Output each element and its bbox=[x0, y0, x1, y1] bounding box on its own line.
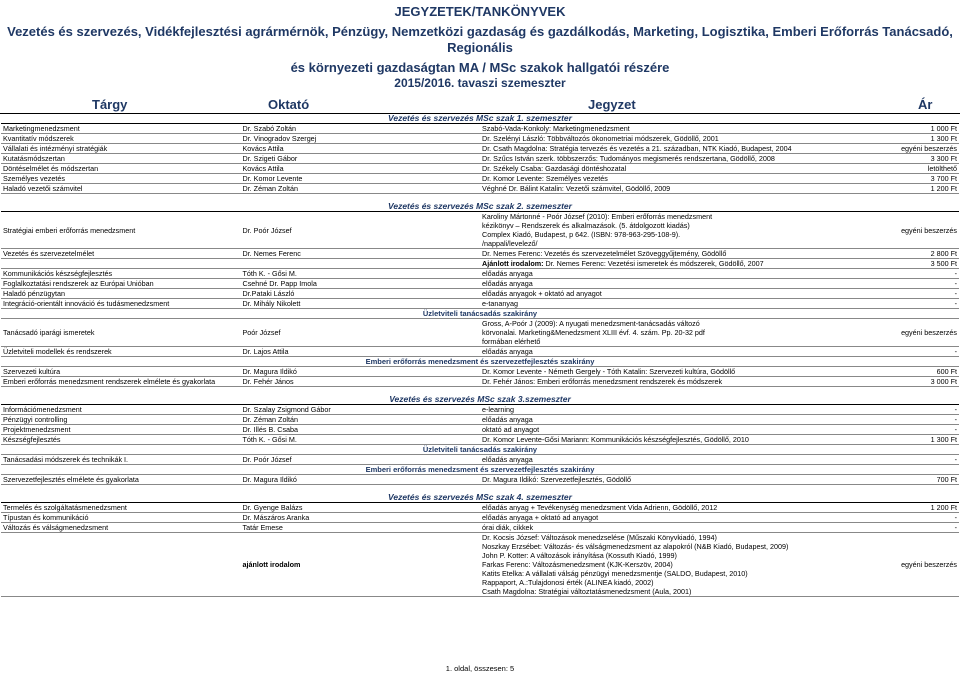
header-line-1: Vezetés és szervezés, Vidékfejlesztési agrármérnök, Pénzügy, Nemzetközi gazdaság és gazdálkodás, Marketing, Logisztika, Emberi Erőforrás Tanácsadó, Regionális bbox=[7, 24, 953, 55]
table-row: Haladó vezetői számvitel Dr. Zéman Zoltán Véghné Dr. Bálint Katalin: Vezetői számvitel, Gödöllő, 2009 1 200 Ft bbox=[3, 184, 957, 193]
table-row: Termelés és szolgáltatásmenedzsment Dr. Gyenge Balázs előadás anyag + Tevékenység menedzsment Vida Adrienn, Gödöllő, 2012 1 200 Ft bbox=[3, 503, 957, 512]
page-title: JEGYZETEK/TANKÖNYVEK bbox=[394, 4, 566, 19]
table-row: Kvantitatív módszerek Dr. Vinogradov Szergej Dr. Szelényi László: Többváltozós ökonometriai módszerek, Gödöllő, 2001 1 300 Ft bbox=[3, 134, 957, 143]
recommended-label: Ajánlott irodalom: bbox=[482, 259, 544, 268]
table-row: Foglalkoztatási rendszerek az Európai Unióban Csehné Dr. Papp Imola előadás anyaga - bbox=[3, 279, 957, 288]
table-row: Szervezetfejlesztés elmélete és gyakorlata Dr. Magura Ildikó Dr. Magura Ildikó: Szervezetfejlesztés, Gödöllő 700 Ft bbox=[3, 475, 957, 484]
table-row: Tanácsadási módszerek és technikák I. Dr. Poór József előadás anyaga - bbox=[3, 455, 957, 464]
subsection-header: Emberi erőforrás menedzsment és szervezetfejlesztés szakirány bbox=[1, 465, 959, 475]
table-row: Integráció-orientált innováció és tudásmenedzsment Dr. Mihály Nikolett e-tananyag - bbox=[3, 299, 957, 308]
reading-line: Rappaport, A.:Tulajdonosi érték (ALINEA kiadó, 2002) bbox=[482, 578, 654, 587]
section-header: Vezetés és szervezés MSc szak 1. szemeszter bbox=[1, 114, 959, 124]
table-row: Kutatásmódszertan Dr. Szigeti Gábor Dr. Szűcs István szerk. többszerzős: Tudományos megismerés rendszertana, Gödöllő, 2008 3 300 Ft bbox=[3, 154, 957, 163]
book-table bbox=[1, 114, 959, 597]
table-row: Tanácsadó iparági ismeretek Poór József Gross, A-Poór J (2009): A nyugati menedzsment-tanácsadás változó körvonalai. Marketing&Menedzsment XLIII évf. 4. szám. Pp. 20-32 pdf formában elérhető egyéni beszerzés bbox=[3, 319, 957, 346]
col-price: Ár bbox=[918, 97, 933, 112]
table-row: Szervezeti kultúra Dr. Magura Ildikó Dr. Komor Levente - Németh Gergely - Tóth Katalin: Szervezeti kultúra, Gödöllő 600 Ft bbox=[3, 367, 957, 376]
col-notes: Jegyzet bbox=[588, 97, 636, 112]
table-row: Stratégiai emberi erőforrás menedzsment Dr. Poór József Karoliny Mártonné - Poór József (2010): Emberi erőforrás menedzsment kézikönyv – Rendszerek és alkalmazások. (5. átdolgozott kiadás) Complex Kiadó, Budapest, p 642. (ISBN: 978-963-295-108-9). /nappali/levelező/ egyéni beszerzés bbox=[3, 212, 957, 248]
col-lecturer: Oktató bbox=[268, 97, 310, 112]
table-row: ajánlott irodalom Dr. Kocsis József: Változások menedzselése (Műszaki Könyvkiadó, 1994) Noszkay Erzsébet: Változás- és válságmenedzsment az alapokról (N&B Kiadó, Budapest, 2009) John P. Kotter: A változások irányítása (Kossuth Kiadó, 1999) Farkas Ferenc: Változásmenedzsment (KJK-Kerszöv, 2004) Katits Etelka: A vállalati válság pénzügyi menedzsmentje (SALDO, Budapest, 2010) Rappaport, A.:Tulajdonosi érték (ALINEA kiadó, 2002) Csath Magdolna: Stratégiai változtatásmenedzsment (Aula, 2001) egyéni beszerzés bbox=[1, 533, 959, 597]
section-header: Vezetés és szervezés MSc szak 2. szemeszter bbox=[1, 202, 959, 212]
table-row: Marketingmenedzsment Dr. Szabó Zoltán Szabó-Vada-Konkoly: Marketingmenedzsment 1 000 Ft bbox=[3, 124, 957, 133]
table-row: Információmenedzsment Dr. Szalay Zsigmond Gábor e-learning - bbox=[3, 405, 957, 414]
reading-line: John P. Kotter: A változások irányítása (Kossuth Kiadó, 1999) bbox=[482, 551, 677, 560]
subsection-header: Üzletviteli tanácsadás szakirány bbox=[1, 445, 959, 455]
reading-line: Dr. Kocsis József: Változások menedzselése (Műszaki Könyvkiadó, 1994) bbox=[482, 533, 717, 542]
table-row: Vezetés és szervezetelmélet Dr. Nemes Ferenc Dr. Nemes Ferenc: Vezetés és szervezetelmélet Szöveggyűjtemény, Gödöllő 2 800 Ft bbox=[3, 249, 957, 258]
recommended-reading-label: ajánlott irodalom bbox=[241, 533, 481, 597]
table-row: Pénzügyi controlling Dr. Zéman Zoltán előadás anyaga - bbox=[3, 415, 957, 424]
header-semester: 2015/2016. tavaszi szemeszter bbox=[394, 76, 566, 90]
section-header: Vezetés és szervezés MSc szak 4. szemeszter bbox=[1, 493, 959, 503]
table-row: Készségfejlesztés Tóth K. - Gősi M. Dr. Komor Levente-Gősi Mariann: Kommunikációs készségfejlesztés, Gödöllő, 2010 1 300 Ft bbox=[3, 435, 957, 444]
table-row: Személyes vezetés Dr. Komor Levente Dr. Komor Levente: Személyes vezetés 3 700 Ft bbox=[3, 174, 957, 183]
table-row: Haladó pénzügytan Dr.Pataki László előadás anyagok + oktató ad anyagot - bbox=[3, 289, 957, 298]
subsection-header: Üzletviteli tanácsadás szakirány bbox=[1, 309, 959, 319]
col-subject: Tárgy bbox=[92, 97, 128, 112]
table-row: Ajánlott irodalom: Dr. Nemes Ferenc: Vezetési ismeretek és módszerek, Gödöllő, 2007 3 500 Ft bbox=[1, 259, 959, 269]
subsection-header: Emberi erőforrás menedzsment és szervezetfejlesztés szakirány bbox=[1, 357, 959, 367]
table-row: Típustan és kommunikáció Dr. Mászáros Aranka előadás anyaga + oktató ad anyagot - bbox=[3, 513, 957, 522]
page-footer: 1. oldal, összesen: 5 bbox=[445, 664, 515, 673]
header-line-2: és környezeti gazdaságtan MA / MSc szakok hallgatói részére bbox=[290, 60, 670, 75]
table-row: Kommunikációs készségfejlesztés Tóth K. - Gősi M. előadás anyaga - bbox=[3, 269, 957, 278]
table-row: Emberi erőforrás menedzsment rendszerek elmélete és gyakorlata Dr. Fehér János Dr. Fehér János: Emberi erőforrás menedzsment rendszerek és módszerek 3 000 Ft bbox=[3, 377, 957, 386]
column-headers bbox=[0, 95, 960, 114]
section-header: Vezetés és szervezés MSc szak 3.szemeszter bbox=[1, 395, 959, 405]
table-row: Vállalati és intézményi stratégiák Kovács Attila Dr. Csath Magdolna: Stratégia tervezés és vezetés a 21. században, NTK Kiadó, Budapest, 2004 egyéni beszerzés bbox=[3, 144, 957, 153]
table-row: Üzletviteli modellek és rendszerek Dr. Lajos Attila előadás anyaga - bbox=[3, 347, 957, 356]
reading-line: Farkas Ferenc: Változásmenedzsment (KJK-Kerszöv, 2004) bbox=[482, 560, 673, 569]
reading-line: Katits Etelka: A vállalati válság pénzügyi menedzsmentje (SALDO, Budapest, 2010) bbox=[482, 569, 748, 578]
table-row: Változás és válságmenedzsment Tatár Emese órai diák, cikkek - bbox=[3, 523, 957, 532]
reading-line: Noszkay Erzsébet: Változás- és válságmenedzsment az alapokról (N&B Kiadó, Budapest, 2009) bbox=[482, 542, 789, 551]
table-row: Projektmenedzsment Dr. Illés B. Csaba oktató ad anyagot - bbox=[3, 425, 957, 434]
reading-line: Csath Magdolna: Stratégiai változtatásmenedzsment (Aula, 2001) bbox=[482, 587, 692, 596]
table-row: Döntéselmélet és módszertan Kovács Attila Dr. Székely Csaba: Gazdasági döntéshozatal letölthető bbox=[3, 164, 957, 173]
